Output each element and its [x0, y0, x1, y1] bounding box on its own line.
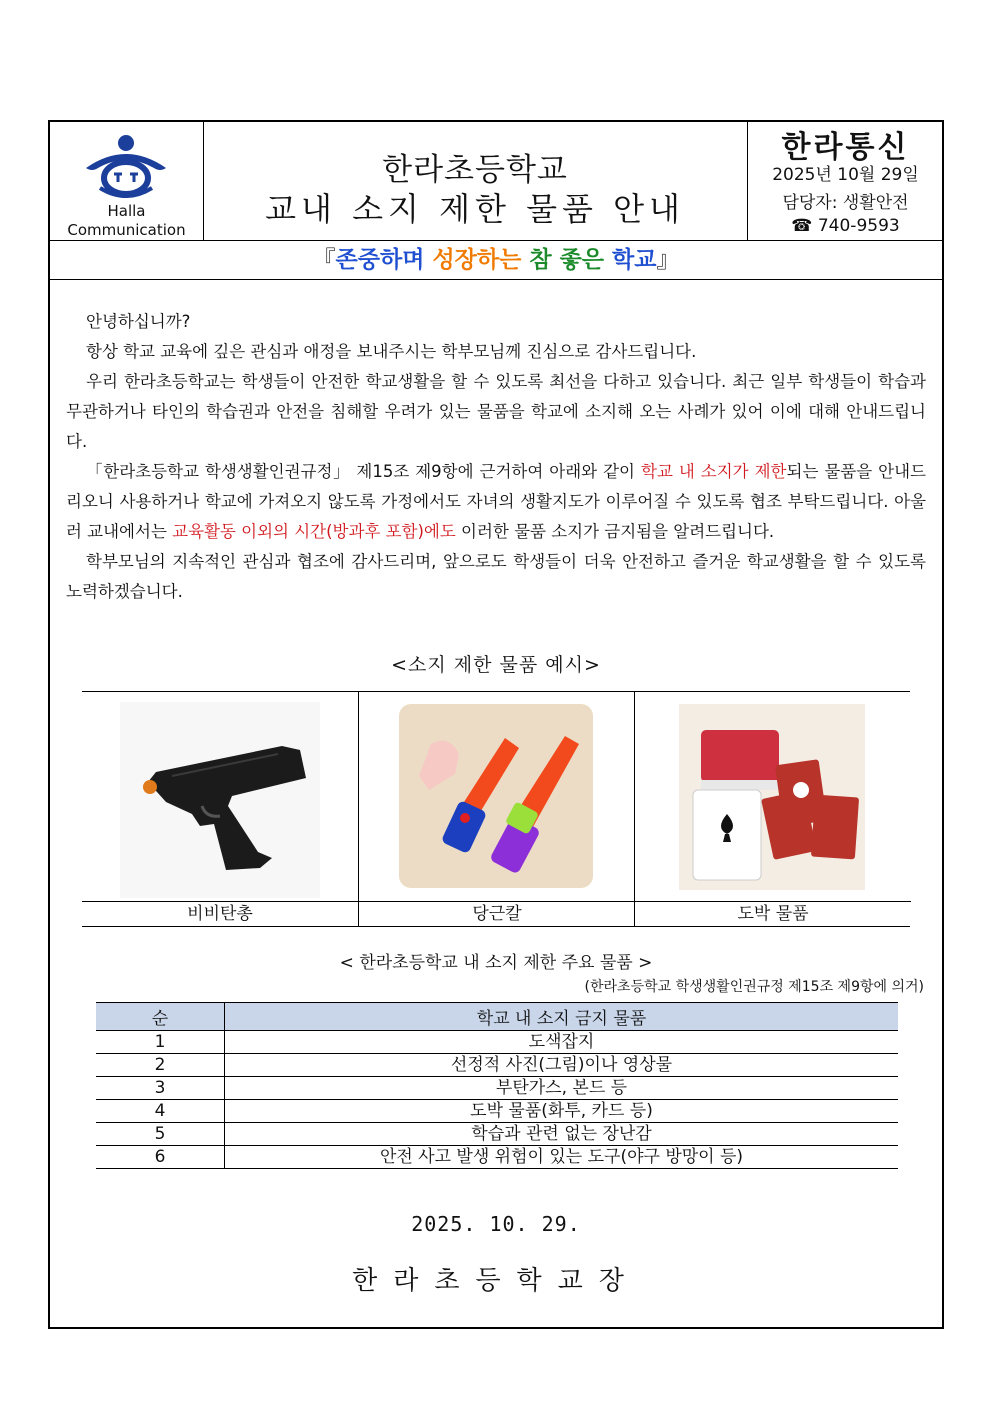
prohibited-items-table	[96, 1002, 898, 1169]
slogan-word-1: 존중하며	[335, 247, 425, 273]
slogan-open: 『	[312, 247, 336, 273]
slogan-close: 』	[656, 247, 680, 273]
examples-title: <소지 제한 물품 예시>	[391, 654, 601, 676]
row-number: 6	[96, 1146, 225, 1169]
info-cell	[747, 122, 943, 240]
rule-highlight-2: 교육활동 이외의 시간(방과후 포함)에도	[172, 522, 456, 541]
row-number: 3	[96, 1077, 225, 1100]
header-item: 학교 내 소지 금지 물품	[225, 1003, 899, 1031]
greeting: 안녕하십니까?	[86, 312, 191, 331]
slogan-word-4: 좋은	[559, 247, 604, 273]
rule-highlight-1: 학교 내 소지가 제한	[641, 462, 787, 481]
header-number: 순	[96, 1003, 225, 1031]
table-row	[96, 1077, 898, 1100]
paragraph-rule	[66, 457, 926, 547]
row-item: 부탄가스, 본드 등	[225, 1077, 899, 1100]
title-cell	[204, 122, 746, 240]
row-number: 2	[96, 1054, 225, 1077]
footer-date: 2025. 10. 29.	[411, 1212, 581, 1236]
body-text	[66, 307, 926, 607]
row-number: 1	[96, 1031, 225, 1054]
logo-cell	[50, 122, 204, 240]
row-item: 도색잡지	[225, 1031, 899, 1054]
issue-date: 2025년 10월 29일	[772, 165, 919, 185]
example-caption-2: 당근칼	[359, 901, 635, 926]
halla-logo-icon	[80, 134, 172, 200]
document-title: 교내 소지 제한 물품 안내	[265, 190, 685, 228]
bb-gun-icon	[82, 694, 358, 900]
examples-table	[82, 691, 910, 927]
carrot-knife-icon	[359, 694, 635, 900]
phone-number: ☎ 740-9593	[791, 216, 900, 236]
list-subtitle: (한라초등학교 학생생활인권규정 제15조 제9항에 의거)	[584, 979, 924, 995]
table-row	[96, 1054, 898, 1077]
example-gambling	[634, 692, 911, 926]
contact-person: 담당자: 생활안전	[782, 193, 909, 213]
table-row	[96, 1100, 898, 1123]
header	[50, 122, 942, 241]
school-name: 한라초등학교	[382, 152, 568, 188]
table-row	[96, 1031, 898, 1054]
principal-signature: 한라초등학교장	[352, 1266, 640, 1296]
example-bb-gun	[82, 692, 358, 926]
table-row	[96, 1146, 898, 1169]
paragraph-thanks: 항상 학교 교육에 깊은 관심과 애정을 보내주시는 학부모님께 진심으로 감사드립니다.	[86, 342, 697, 361]
table-header-row	[96, 1003, 898, 1031]
playing-cards-icon	[635, 694, 911, 900]
example-caption-3: 도박 물품	[635, 901, 911, 926]
newsletter-name: 한라통신	[781, 130, 910, 165]
paragraph-intro: 우리 한라초등학교는 학생들이 안전한 학교생활을 할 수 있도록 최선을 다하고 있습니다. 최근 일부 학생들이 학습과 무관하거나 타인의 학습권과 안전을 침해할 우려가 있는 물품을 학교에 소지해 오는 사례가 있어 이에 대해 안내드립니다.	[66, 372, 926, 451]
example-carrot-knife	[358, 692, 635, 926]
table-row	[96, 1123, 898, 1146]
paragraph-closing: 학부모님의 지속적인 관심과 협조에 감사드리며, 앞으로도 학생들이 더욱 안전하고 즐거운 학교생활을 할 수 있도록 노력하겠습니다.	[66, 552, 926, 601]
row-item: 안전 사고 발생 위험이 있는 도구(야구 방망이 등)	[225, 1146, 899, 1169]
row-number: 4	[96, 1100, 225, 1123]
logo-text-halla: Halla	[107, 202, 146, 220]
example-caption-1: 비비탄총	[82, 901, 358, 926]
slogan-word-5: 학교	[612, 247, 657, 273]
slogan	[50, 241, 942, 280]
rule-text-b: 되는 물품을 안내드리오니 사용하거나 학교에 가져오지 않도록 가정에서도 자녀의 생활지도가 이루어질 수 있도록 협조 부탁드립니다. 아울러 교내에서는	[66, 462, 926, 541]
list-title: < 한라초등학교 내 소지 제한 주요 물품 >	[339, 953, 653, 973]
newsletter-frame	[48, 120, 944, 1329]
row-item: 선정적 사진(그림)이나 영상물	[225, 1054, 899, 1077]
slogan-word-2: 성장하는	[432, 247, 522, 273]
rule-text-a: 「한라초등학교 학생생활인권규정」 제15조 제9항에 근거하여 아래와 같이	[86, 462, 641, 481]
logo-text-communication: Communication	[67, 221, 186, 239]
slogan-word-3: 참	[529, 247, 552, 273]
rule-text-c: 이러한 물품 소지가 금지됨을 알려드립니다.	[455, 522, 775, 541]
row-item: 학습과 관련 없는 장난감	[225, 1123, 899, 1146]
row-number: 5	[96, 1123, 225, 1146]
row-item: 도박 물품(화투, 카드 등)	[225, 1100, 899, 1123]
